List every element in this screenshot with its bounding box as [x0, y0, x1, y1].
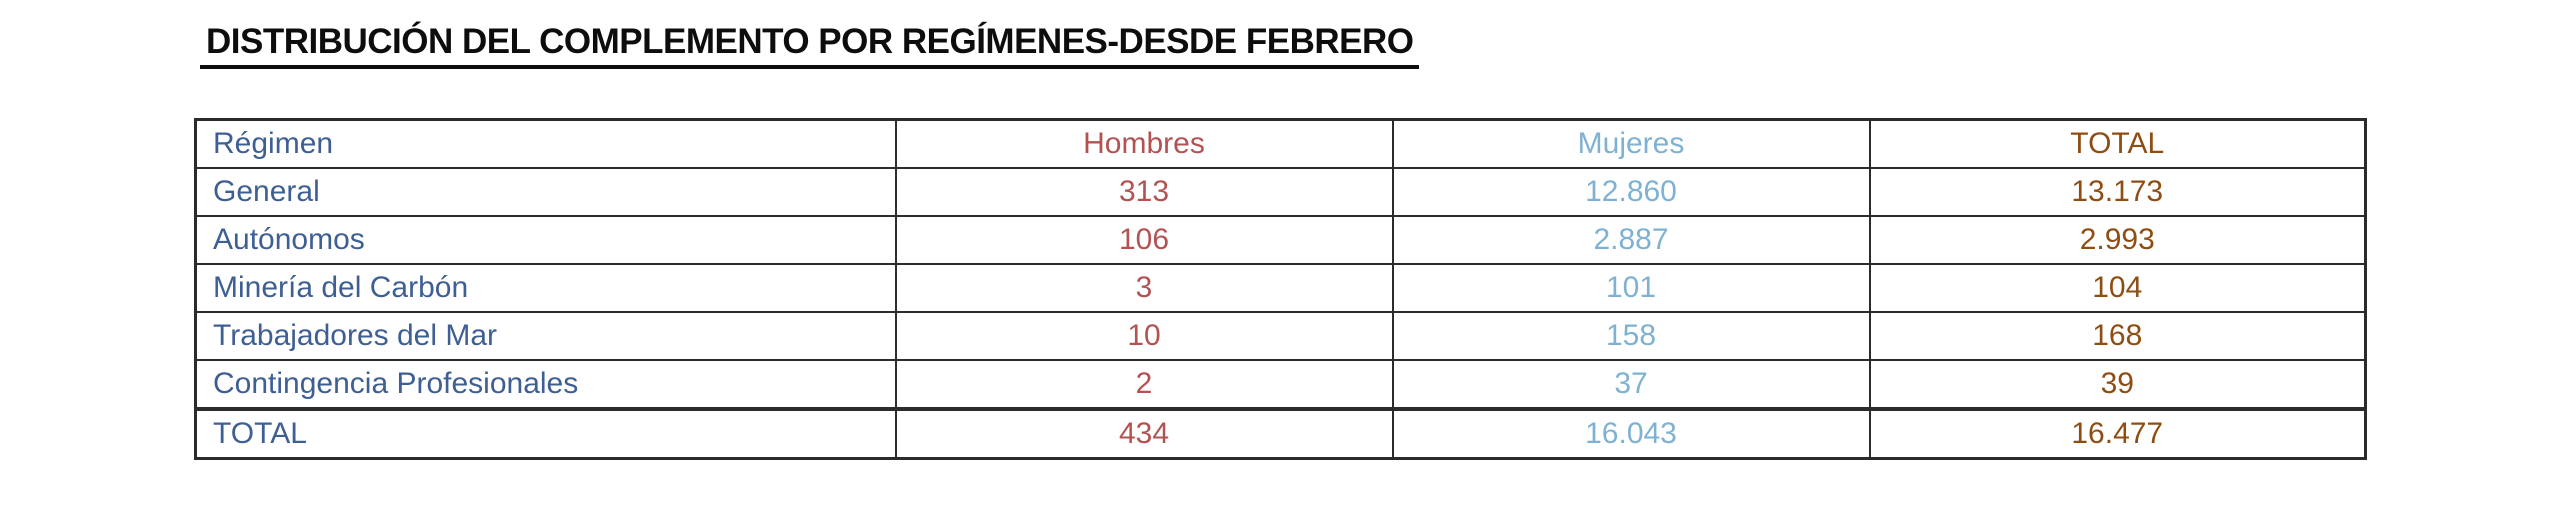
table-row-autonomos	[196, 216, 2366, 264]
table-row-mineria	[196, 264, 2366, 312]
hombres-cell: 106	[896, 216, 1393, 264]
hombres-cell: 313	[896, 168, 1393, 216]
table-header-row	[196, 120, 2366, 169]
mujeres-cell: 37	[1393, 360, 1870, 409]
regimen-cell: Minería del Carbón	[196, 264, 896, 312]
mujeres-cell: 158	[1393, 312, 1870, 360]
regimen-cell: Autónomos	[196, 216, 896, 264]
hombres-cell: 10	[896, 312, 1393, 360]
regimen-cell: General	[196, 168, 896, 216]
total-cell: 39	[1870, 360, 2366, 409]
table-row-general	[196, 168, 2366, 216]
hombres-cell: 3	[896, 264, 1393, 312]
total-cell: 168	[1870, 312, 2366, 360]
table-row-mar	[196, 312, 2366, 360]
table-row-contingencia	[196, 360, 2366, 409]
mujeres-cell: 16.043	[1393, 409, 1870, 459]
column-header-mujeres: Mujeres	[1393, 120, 1870, 169]
column-header-hombres: Hombres	[896, 120, 1393, 169]
page-title: DISTRIBUCIÓN DEL COMPLEMENTO POR REGÍMENES-DESDE FEBRERO	[200, 22, 1419, 69]
total-cell: 13.173	[1870, 168, 2366, 216]
mujeres-cell: 12.860	[1393, 168, 1870, 216]
table-row-total	[196, 409, 2366, 459]
total-cell: 16.477	[1870, 409, 2366, 459]
regimen-cell: Trabajadores del Mar	[196, 312, 896, 360]
total-cell: 104	[1870, 264, 2366, 312]
total-cell: 2.993	[1870, 216, 2366, 264]
regimen-cell: TOTAL	[196, 409, 896, 459]
hombres-cell: 434	[896, 409, 1393, 459]
mujeres-cell: 2.887	[1393, 216, 1870, 264]
regimen-cell: Contingencia Profesionales	[196, 360, 896, 409]
regimes-table	[194, 118, 2367, 460]
hombres-cell: 2	[896, 360, 1393, 409]
column-header-total: TOTAL	[1870, 120, 2366, 169]
column-header-regimen: Régimen	[196, 120, 896, 169]
mujeres-cell: 101	[1393, 264, 1870, 312]
